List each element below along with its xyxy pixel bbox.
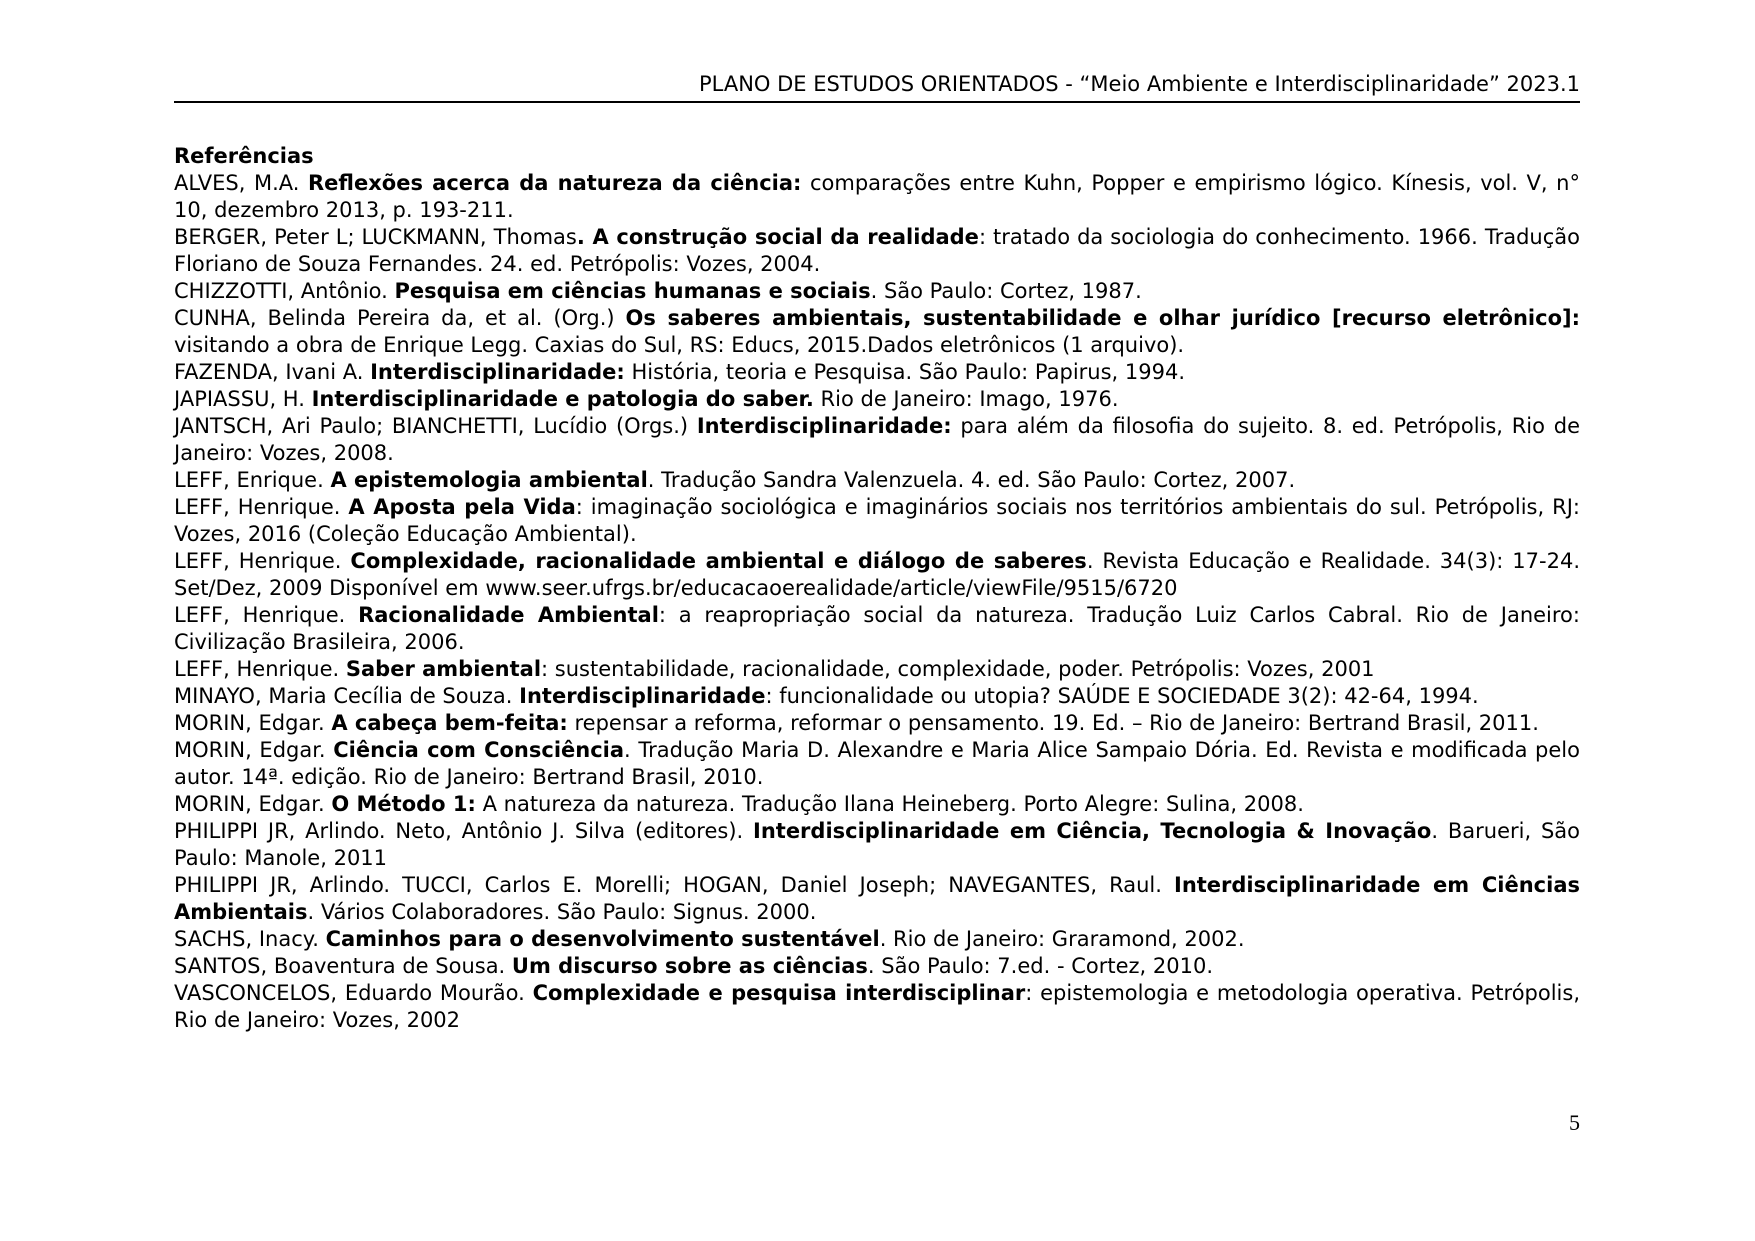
reference-item: LEFF, Henrique. Saber ambiental: sustentabilidade, racionalidade, complexidade, poder. Petrópolis: Vozes, 2001 [174, 657, 1375, 681]
header-title: PLANO DE ESTUDOS ORIENTADOS - “Meio Ambiente e Interdisciplinaridade” 2023.1 [698, 72, 1580, 96]
references-heading: Referências [174, 144, 314, 168]
reference-item: VASCONCELOS, Eduardo Mourão. Complexidade e pesquisa interdisciplinar: epistemologia e metodologia operativa. Petrópolis, Rio de Janeiro: Vozes, 2002 [174, 981, 1581, 1032]
reference-item: CUNHA, Belinda Pereira da, et al. (Org.) Os saberes ambientais, sustentabilidade e olhar jurídico [recurso eletrônico]: visitando a obra de Enrique Legg. Caxias do Sul, RS: Educs, 2015.Dados eletrônicos (1 arquivo). [174, 306, 1580, 357]
reference-item: BERGER, Peter L; LUCKMANN, Thomas. A construção social da realidade: tratado da sociologia do conhecimento. 1966. Tradução Floriano de Souza Fernandes. 24. ed. Petrópolis: Vozes, 2004. [174, 225, 1580, 276]
reference-item: FAZENDA, Ivani A. Interdisciplinaridade: História, teoria e Pesquisa. São Paulo: Papirus, 1994. [174, 360, 1186, 384]
reference-item: JAPIASSU, H. Interdisciplinaridade e patologia do saber. Rio de Janeiro: Imago, 1976. [174, 387, 1119, 411]
reference-item: LEFF, Henrique. Complexidade, racionalidade ambiental e diálogo de saberes. Revista Educação e Realidade. 34(3): 17-24. Set/Dez, 2009 Disponível em www.seer.ufrgs.br/educacaoerealidade/article/viewFile/9515/6720 [174, 549, 1580, 600]
reference-item: SACHS, Inacy. Caminhos para o desenvolvimento sustentável. Rio de Janeiro: Graramond, 2002. [174, 927, 1245, 951]
reference-item: MINAYO, Maria Cecília de Souza. Interdisciplinaridade: funcionalidade ou utopia? SAÚDE E SOCIEDADE 3(2): 42-64, 1994. [174, 684, 1479, 708]
document-body [174, 143, 1580, 1034]
reference-item: LEFF, Henrique. Racionalidade Ambiental: a reapropriação social da natureza. Tradução Luiz Carlos Cabral. Rio de Janeiro: Civilização Brasileira, 2006. [174, 603, 1580, 654]
reference-item: LEFF, Enrique. A epistemologia ambiental. Tradução Sandra Valenzuela. 4. ed. São Paulo: Cortez, 2007. [174, 468, 1296, 492]
reference-item: PHILIPPI JR, Arlindo. TUCCI, Carlos E. Morelli; HOGAN, Daniel Joseph; NAVEGANTES, Raul. Interdisciplinaridade em Ciências Ambientais. Vários Colaboradores. São Paulo: Signus. 2000. [174, 873, 1580, 924]
reference-item: MORIN, Edgar. O Método 1: A natureza da natureza. Tradução Ilana Heineberg. Porto Alegre: Sulina, 2008. [174, 792, 1304, 816]
page-header [174, 0, 1580, 103]
reference-item: ALVES, M.A. Reflexões acerca da natureza da ciência: comparações entre Kuhn, Popper e empirismo lógico. Kínesis, vol. V, n° 10, dezembro 2013, p. 193-211. [174, 171, 1580, 222]
reference-item: LEFF, Henrique. A Aposta pela Vida: imaginação sociológica e imaginários sociais nos territórios ambientais do sul. Petrópolis, RJ: Vozes, 2016 (Coleção Educação Ambiental). [174, 495, 1580, 546]
reference-item: MORIN, Edgar. A cabeça bem-feita: repensar a reforma, reformar o pensamento. 19. Ed. – Rio de Janeiro: Bertrand Brasil, 2011. [174, 711, 1539, 735]
references-list [174, 170, 1580, 1034]
page-footer [174, 1110, 1580, 1136]
reference-item: CHIZZOTTI, Antônio. Pesquisa em ciências humanas e sociais. São Paulo: Cortez, 1987. [174, 279, 1142, 303]
reference-item: SANTOS, Boaventura de Sousa. Um discurso sobre as ciências. São Paulo: 7.ed. - Cortez, 2010. [174, 954, 1213, 978]
page-number: 5 [1569, 1110, 1580, 1135]
reference-item: JANTSCH, Ari Paulo; BIANCHETTI, Lucídio (Orgs.) Interdisciplinaridade: para além da filosofia do sujeito. 8. ed. Petrópolis, Rio de Janeiro: Vozes, 2008. [174, 414, 1580, 465]
reference-item: MORIN, Edgar. Ciência com Consciência. Tradução Maria D. Alexandre e Maria Alice Sampaio Dória. Ed. Revista e modificada pelo autor. 14ª. edição. Rio de Janeiro: Bertrand Brasil, 2010. [174, 738, 1580, 789]
reference-item: PHILIPPI JR, Arlindo. Neto, Antônio J. Silva (editores). Interdisciplinaridade em Ciência, Tecnologia & Inovação. Barueri, São Paulo: Manole, 2011 [174, 819, 1580, 870]
